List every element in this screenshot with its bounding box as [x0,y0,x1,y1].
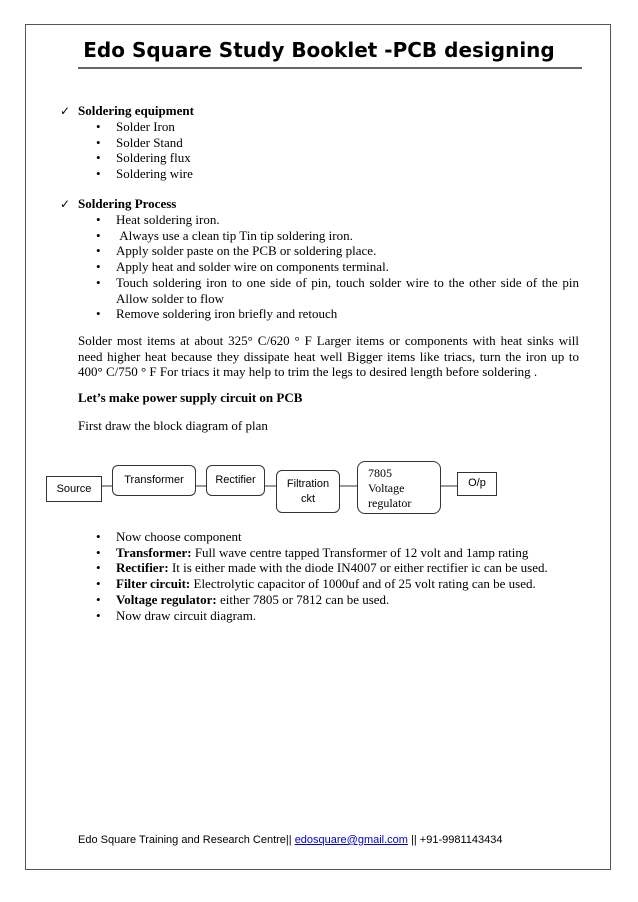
block-source: Source [46,476,102,502]
bullet-icon: • [96,259,101,275]
list-item: • Rectifier: It is either made with the diode IN4007 or either rectifier ic can be used. [96,560,548,576]
bullet-icon: • [96,306,101,322]
bullet-icon: • [96,119,101,134]
checkmark-icon: ✓ [60,197,71,211]
subheading: Let’s make power supply circuit on PCB [78,390,303,405]
list-item: • Solder Iron [96,119,175,134]
email-link[interactable]: edosquare@gmail.com [294,834,408,846]
list-item: • Transformer: Full wave centre tapped Transformer of 12 volt and 1amp rating [96,544,529,560]
bullet-icon: • [96,529,101,544]
bullet-icon: • [96,591,101,607]
bullet-icon: • [96,227,101,243]
list-item: • Touch soldering iron to one side of pin, touch solder wire to the other side of the pin Allow solder to flow [96,274,579,306]
section-heading: Soldering equipment [78,103,194,118]
bullet-icon: • [96,243,101,259]
bullet-icon: • [96,134,101,150]
list-item: • Soldering wire [96,166,193,182]
checkmark-icon: ✓ [60,104,71,118]
list-item: • Heat soldering iron. [96,212,220,227]
soldering-temperature-paragraph: Solder most items at about 325° C/620 ° F Larger items or components with heat sinks will need higher heat because they dissipate heat well Bigger items like triacs, turn the iron up to 400° C/750 ° F For triacs it may help to trim the legs to desired length before soldering . [78,333,579,380]
bullet-icon: • [96,212,101,227]
bullet-icon: • [96,166,101,182]
list-item: • Apply heat and solder wire on components terminal. [96,259,389,275]
block-filtration: Filtration ckt [276,470,340,513]
block-rectifier: Rectifier [206,465,265,496]
bullet-icon: • [96,576,101,592]
list-item: • Always use a clean tip Tin tip soldering iron. [96,227,353,243]
list-item: • Apply solder paste on the PCB or soldering place. [96,243,377,259]
page-footer: Edo Square Training and Research Centre|| edosquare@gmail.com || +91-9981143434 [78,834,503,846]
block-voltage-regulator: 7805 Voltage regulator [357,461,441,514]
block-output: O/p [457,472,497,496]
list-item: • Solder Stand [96,134,183,150]
bullet-icon: • [96,274,101,290]
bullet-icon: • [96,544,101,560]
list-item: • Now draw circuit diagram. [96,607,257,623]
list-item: • Voltage regulator: either 7805 or 7812 can be used. [96,591,390,607]
page-title: Edo Square Study Booklet -PCB designing [83,38,555,62]
component-list [0,529,579,623]
bullet-icon: • [96,560,101,576]
bullet-icon: • [96,150,101,166]
list-item: • Soldering flux [96,150,191,166]
block-transformer: Transformer [112,465,196,496]
section-heading: Soldering Process [78,196,177,211]
list-item: • Filter circuit: Electrolytic capacitor of 1000uf and of 25 volt rating can be used. [96,576,536,592]
list-item: • Now choose component [96,529,242,544]
bullet-icon: • [96,607,101,623]
list-item: • Remove soldering iron briefly and retouch [96,306,338,322]
intro-text: First draw the block diagram of plan [78,418,268,433]
